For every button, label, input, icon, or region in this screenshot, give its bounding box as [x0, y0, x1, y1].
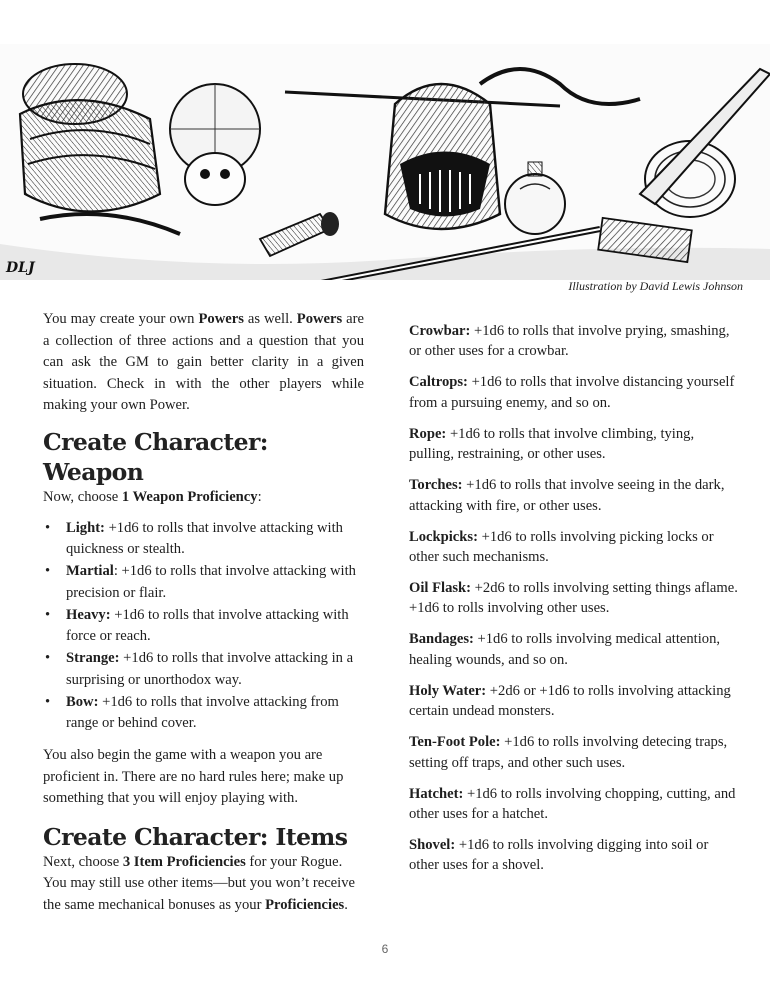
- weapon-prompt-count: 1 Weapon Proficiency: [121, 488, 258, 505]
- item-shovel: [409, 835, 739, 876]
- weapon-option-light: [43, 518, 364, 561]
- option-name: Heavy:: [66, 606, 111, 623]
- option-name: Light:: [66, 519, 105, 536]
- item-text: +1d6 to rolls involving detecing traps, setting off traps, and other such uses.: [409, 734, 728, 771]
- item-text: +1d6 to rolls that involve climbing, tying, pulling, restraining, or other uses.: [409, 425, 695, 463]
- items-text: .: [344, 897, 348, 914]
- weapon-option-strange: [43, 648, 364, 691]
- weapon-option-martial: [43, 561, 364, 604]
- option-text: +1d6 to rolls that involve attacking with force or reach.: [66, 606, 349, 645]
- powers-term: Powers: [198, 311, 244, 327]
- item-text: +1d6 to rolls that involve distancing yourself from a pursuing enemy, and so on.: [409, 374, 735, 411]
- items-text: Next, choose: [43, 853, 123, 870]
- item-text: +1d6 to rolls involving chopping, cutting, and other uses for a hatchet.: [409, 785, 736, 823]
- intro-text: You may create your own: [43, 311, 199, 327]
- option-name: Bow:: [66, 693, 99, 710]
- option-text: +1d6 to rolls that involve attacking in a surprising or unorthodox way.: [66, 650, 354, 688]
- powers-intro-paragraph: [43, 309, 364, 417]
- item-text: +1d6 to rolls involving digging into soil or other uses for a shovel.: [409, 837, 709, 874]
- item-hatchet: [409, 784, 739, 825]
- intro-text: are a collection of three actions and a question that you can ask the GM to gain better clarity in a given situation. Check in with the other players while making your own Power.: [43, 311, 364, 414]
- item-caltrops: [409, 372, 739, 413]
- option-name: Strange:: [66, 650, 120, 667]
- axe: [640, 69, 770, 204]
- shield-and-skull: [170, 84, 260, 205]
- item-text: +1d6 to rolls involving picking locks or other such mechanisms.: [409, 528, 714, 566]
- left-column: [43, 309, 364, 917]
- item-oil-flask: [409, 578, 739, 619]
- item-name: Lockpicks:: [409, 528, 478, 545]
- weapon-prompt-text: Now, choose: [43, 488, 122, 505]
- option-text: +1d6 to rolls that involve attacking with quickness or stealth.: [66, 519, 343, 558]
- item-torches: [409, 475, 739, 516]
- weapon-prompt-text: :: [257, 488, 262, 505]
- option-name: Martial: [66, 563, 114, 580]
- weapon-proficiency-list: [43, 518, 364, 736]
- artist-signature: DLJ: [6, 260, 35, 276]
- item-lockpicks: [409, 527, 739, 568]
- items-intro-paragraph: [43, 852, 364, 917]
- oil-flask: [505, 162, 565, 234]
- item-text: +1d6 to rolls that involve prying, smashing, or other uses for a crowbar.: [409, 323, 730, 360]
- item-name: Oil Flask:: [409, 580, 472, 597]
- items-heading: Create Character: Items: [43, 822, 348, 851]
- page-number: 6: [381, 942, 389, 956]
- gear-illustration-drawing: [0, 44, 770, 280]
- weapon-heading: Create Character: Weapon: [43, 427, 268, 486]
- item-name: Hatchet:: [409, 785, 464, 802]
- gear-illustration: [0, 44, 770, 280]
- powers-term: Powers: [296, 311, 343, 327]
- item-name: Shovel:: [409, 837, 456, 854]
- item-name: Torches:: [409, 477, 463, 494]
- proficiencies-term: Proficiencies: [265, 897, 345, 914]
- intro-text: as well.: [243, 311, 297, 327]
- item-name: Caltrops:: [409, 374, 468, 391]
- weapon-option-heavy: [43, 605, 364, 648]
- item-holy-water: [409, 681, 739, 722]
- item-name: Ten-Foot Pole:: [409, 734, 501, 751]
- illustration-credit: Illustration by David Lewis Johnson: [568, 279, 743, 293]
- item-crowbar: [409, 321, 739, 362]
- item-text: +1d6 to rolls that involve seeing in the dark, attacking with fire, or other uses.: [409, 477, 725, 514]
- crowbar: [40, 214, 180, 234]
- weapon-closing-paragraph: You also begin the game with a weapon you are proficient in. There are no hard rules here; make up something that you will enjoy playing with.: [43, 747, 344, 807]
- torch-bundle: [260, 212, 339, 256]
- items-count: 3 Item Proficiencies: [122, 853, 246, 870]
- item-bandages: [409, 629, 739, 670]
- armor-pile: [20, 64, 160, 212]
- item-name: Rope:: [409, 425, 447, 442]
- weapon-option-bow: [43, 692, 364, 735]
- item-name: Crowbar:: [409, 323, 471, 339]
- item-text: +1d6 to rolls involving medical attention, healing wounds, and so on.: [409, 631, 721, 668]
- item-name: Holy Water:: [409, 682, 487, 699]
- item-text: +2d6 to rolls involving setting things aflame. +1d6 to rolls involving other uses.: [409, 580, 738, 617]
- item-proficiency-list: [409, 321, 739, 886]
- weapon-prompt: [43, 487, 364, 509]
- item-name: Bandages:: [409, 631, 474, 648]
- item-ten-foot-pole: [409, 732, 739, 773]
- option-text: +1d6 to rolls that involve attacking from range or behind cover.: [66, 693, 339, 732]
- items-text: for your Rogue. You may still use other items—but you won’t receive the same mechanical bonuses as your: [43, 853, 355, 914]
- option-text: : +1d6 to rolls that involve attacking with precision or flair.: [66, 563, 356, 601]
- item-rope: [409, 424, 739, 465]
- item-text: +2d6 or +1d6 to rolls involving attacking certain undead monsters.: [409, 682, 731, 720]
